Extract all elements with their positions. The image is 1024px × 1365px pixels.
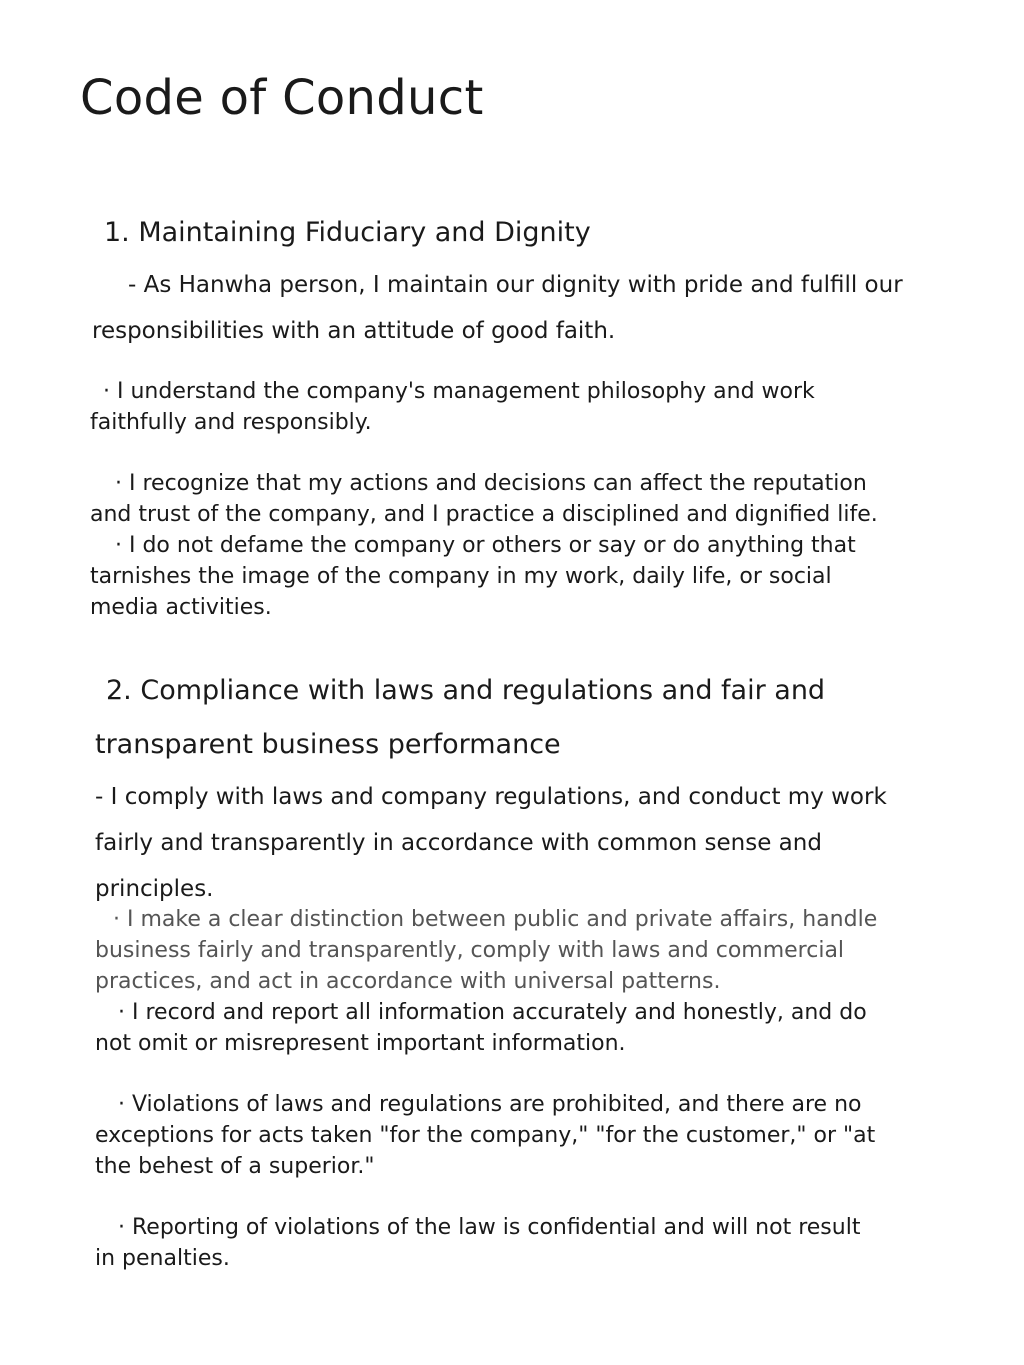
- section-2-summary-line-1: - I comply with laws and company regulations, and conduct my work: [95, 784, 887, 810]
- section-2-bullet-4-line-2: in penalties.: [95, 1246, 230, 1271]
- section-1-summary-line-1: - As Hanwha person, I maintain our dignity with pride and fulfill our: [128, 272, 903, 298]
- section-2-bullet-1-line-1: · I make a clear distinction between public and private affairs, handle: [113, 907, 878, 932]
- section-2-bullet-3-line-3: the behest of a superior.": [95, 1154, 375, 1179]
- section-2-bullet-3-line-1: · Violations of laws and regulations are prohibited, and there are no: [118, 1092, 862, 1117]
- section-2-bullet-3-line-2: exceptions for acts taken "for the company," "for the customer," or "at: [95, 1123, 876, 1148]
- section-1-heading: 1. Maintaining Fiduciary and Dignity: [104, 217, 591, 248]
- section-1-bullet-3-line-1: · I do not defame the company or others or say or do anything that: [115, 533, 856, 558]
- section-1-bullet-2-line-1: · I recognize that my actions and decisions can affect the reputation: [115, 471, 867, 496]
- section-2-bullet-2-line-1: · I record and report all information accurately and honestly, and do: [118, 1000, 867, 1025]
- section-2-bullet-1-line-3: practices, and act in accordance with universal patterns.: [95, 969, 721, 994]
- section-1-bullet-1-line-1: · I understand the company's management philosophy and work: [103, 379, 815, 404]
- page-title: Code of Conduct: [80, 70, 484, 126]
- section-1-bullet-2-line-2: and trust of the company, and I practice a disciplined and dignified life.: [90, 502, 878, 527]
- section-2-summary-line-2: fairly and transparently in accordance with common sense and: [95, 830, 822, 856]
- section-2-summary-line-3: principles.: [95, 876, 214, 902]
- section-2-bullet-4-line-1: · Reporting of violations of the law is confidential and will not result: [118, 1215, 861, 1240]
- section-1-bullet-1-line-2: faithfully and responsibly.: [90, 410, 372, 435]
- section-2-bullet-1-line-2: business fairly and transparently, comply with laws and commercial: [95, 938, 845, 963]
- section-1-bullet-3-line-2: tarnishes the image of the company in my work, daily life, or social: [90, 564, 832, 589]
- section-1-bullet-3-line-3: media activities.: [90, 595, 272, 620]
- section-2-heading-line-1: 2. Compliance with laws and regulations and fair and: [106, 675, 826, 706]
- section-2-heading-line-2: transparent business performance: [95, 729, 561, 760]
- section-1-summary-line-2: responsibilities with an attitude of good faith.: [92, 318, 616, 344]
- section-2-bullet-2-line-2: not omit or misrepresent important information.: [95, 1031, 626, 1056]
